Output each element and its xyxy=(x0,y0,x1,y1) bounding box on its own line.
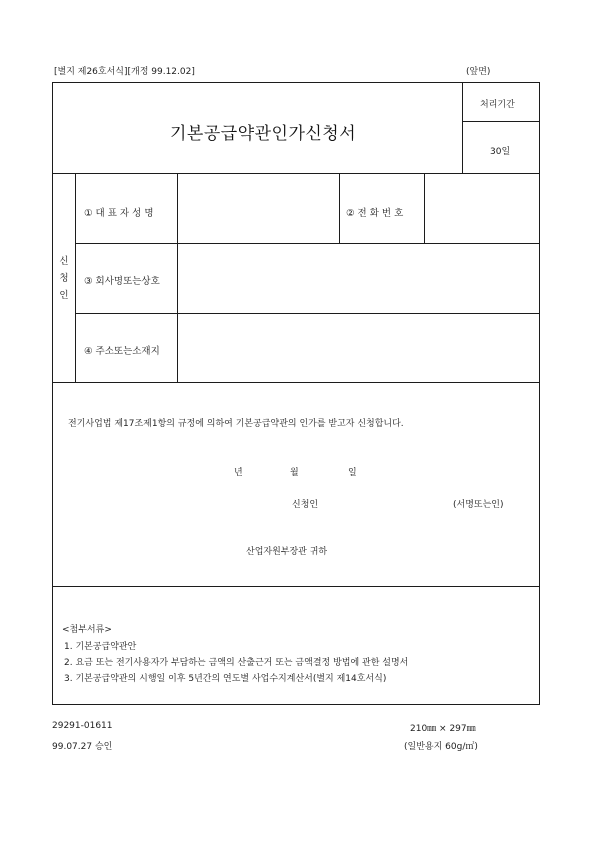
statement-text: 전기사업법 제17조제1항의 규정에 의하여 기본공급약관의 인가를 받고자 신청합니다. xyxy=(68,419,404,429)
applicant-signature-label: 신청인 xyxy=(292,500,319,510)
rep-name-field[interactable] xyxy=(179,175,337,241)
company-label: ③ 회사명또는상호 xyxy=(84,276,160,287)
form-code: 29291-01611 xyxy=(52,721,113,731)
attachments-heading: <첨부서류> xyxy=(62,625,112,635)
processing-period-label: 처리기간 xyxy=(480,100,515,110)
signature-note: (서명또는인) xyxy=(453,500,504,510)
paper-size: 210㎜ × 297㎜ xyxy=(410,724,476,734)
paper-type: (일반용지 60g/㎡) xyxy=(404,742,478,752)
date-day: 일 xyxy=(348,468,357,478)
company-field[interactable] xyxy=(179,245,538,311)
rep-name-label: ① 대 표 자 성 명 xyxy=(84,208,154,219)
processing-period-value: 30일 xyxy=(490,147,511,157)
phone-label: ② 전 화 번 호 xyxy=(346,208,404,219)
form-title: 기본공급약관인가신청서 xyxy=(170,124,357,144)
approval-date: 99.07.27 승인 xyxy=(52,742,113,752)
applicant-section-label: 신 청 인 xyxy=(59,256,69,301)
attachment-item: 2. 요금 또는 전기사용자가 부담하는 금액의 산출근거 또는 금액결정 방법에 관한 설명서 xyxy=(64,658,409,668)
address-field[interactable] xyxy=(179,315,538,380)
date-month: 월 xyxy=(290,468,299,478)
page-side-label: (앞면) xyxy=(466,67,491,77)
address-label: ④ 주소또는소재지 xyxy=(84,346,160,357)
attachment-item: 3. 기본공급약관의 시행일 이후 5년간의 연도별 사업수지계산서(별지 제14호서식) xyxy=(64,674,387,684)
phone-field[interactable] xyxy=(426,175,538,241)
attachment-item: 1. 기본공급약관안 xyxy=(64,642,137,652)
date-year: 년 xyxy=(234,468,243,478)
form-reference: [별지 제26호서식][개정 99.12.02] xyxy=(54,67,195,77)
addressee: 산업자원부장관 귀하 xyxy=(246,547,328,557)
